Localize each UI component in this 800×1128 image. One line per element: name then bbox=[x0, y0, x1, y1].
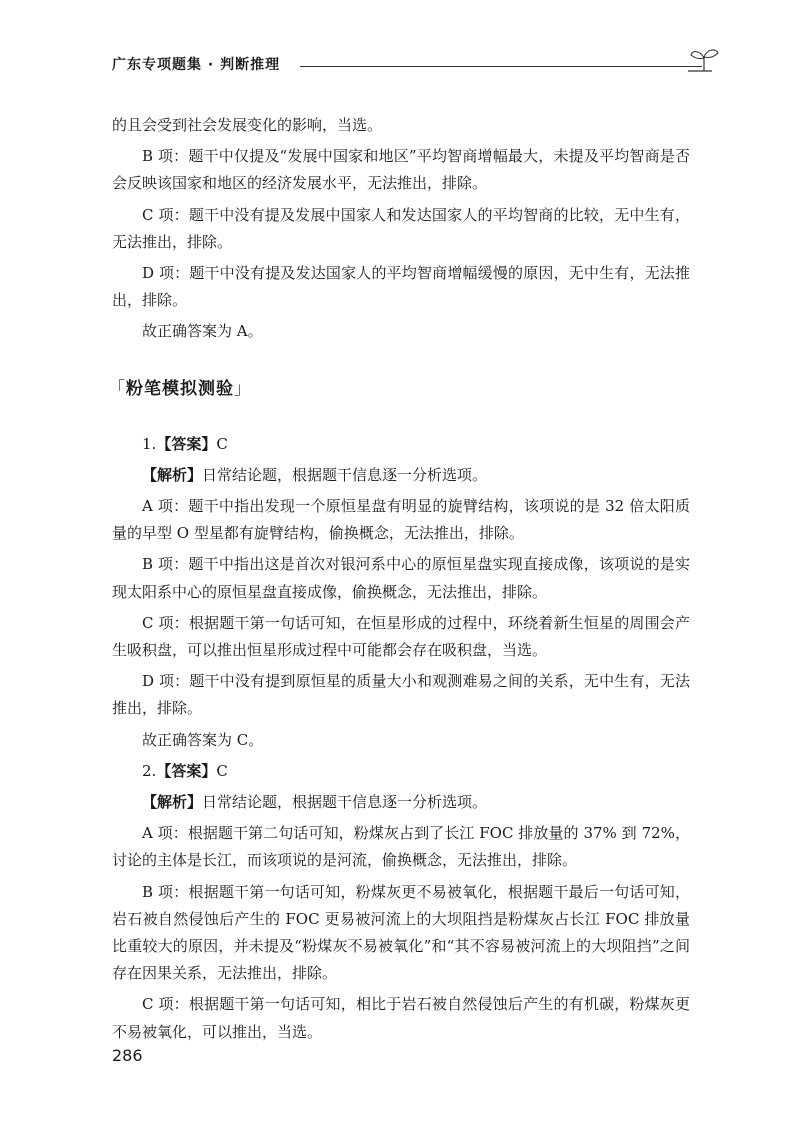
header-title: 广东专项题集 · 判断推理 bbox=[112, 57, 281, 73]
question-number: 1. bbox=[142, 434, 157, 453]
answer-conclusion: 故正确答案为 A。 bbox=[142, 322, 263, 341]
answer-value: C bbox=[216, 761, 228, 780]
section-title-text: 粉笔模拟测验 bbox=[126, 378, 234, 399]
answer-conclusion: 故正确答案为 C。 bbox=[142, 730, 264, 749]
option-c-analysis: C 项：题干中没有提及发展中国家人和发达国家人的平均智商的比较，无中生有，无法推出，排除。 bbox=[112, 205, 690, 251]
option-b-analysis: B 项：题干中指出这是首次对银河系中心的原恒星盘实现直接成像，该项说的是实现太阳系中心的原恒星盘直接成像，偷换概念，无法推出，排除。 bbox=[112, 555, 690, 601]
section-title bbox=[108, 374, 690, 399]
option-d-analysis: D 项：题干中没有提到原恒星的质量大小和观测难易之间的关系，无中生有，无法推出，排除。 bbox=[112, 672, 690, 718]
question-1-analysis bbox=[112, 462, 690, 489]
question-number: 2. bbox=[142, 761, 157, 780]
sprout-icon bbox=[686, 46, 722, 74]
option-c-analysis: C 项：根据题干第一句话可知，在恒星形成的过程中，环绕着新生恒星的周围会产生吸积盘，可以推出恒星形成过程中可能都会存在吸积盘，当选。 bbox=[112, 613, 690, 660]
page-number: 286 bbox=[112, 1046, 143, 1065]
analysis-tag: 【解析】 bbox=[142, 465, 203, 484]
answer-value: C bbox=[216, 434, 228, 453]
question-2-analysis bbox=[112, 789, 690, 816]
answer-tag: 【答案】 bbox=[156, 434, 217, 453]
option-b-analysis: B 项：根据题干第一句话可知，粉煤灰更不易被氧化，根据题干最后一句话可知，岩石被自然侵蚀后产生的 FOC 更易被河流上的大坝阻挡是粉煤灰占长江 FOC 排放量比重较大的原因，并未提及“粉煤灰不易被氧化”和“其不容易被河流上的大坝阻挡”之间存在因果关系，无法推出，排除。 bbox=[112, 882, 690, 983]
page-body bbox=[108, 112, 690, 1046]
section-title-close-bracket: 」 bbox=[234, 378, 252, 399]
analysis-text: 日常结论题，根据题干信息逐一分析选项。 bbox=[202, 793, 488, 812]
question-1-answer bbox=[112, 431, 690, 458]
analysis-text: 日常结论题，根据题干信息逐一分析选项。 bbox=[202, 465, 488, 484]
question-2-answer bbox=[112, 758, 690, 785]
option-a-analysis: A 项：根据题干第二句话可知，粉煤灰占到了长江 FOC 排放量的 37% 到 72%，讨论的主体是长江，而该项说的是河流，偷换概念，无法推出，排除。 bbox=[112, 824, 690, 870]
section-title-open-bracket: 「 bbox=[108, 378, 126, 399]
option-a-analysis: A 项：题干中指出发现一个原恒星盘有明显的旋臂结构，该项说的是 32 倍太阳质量的早型 O 型星都有旋臂结构，偷换概念，无法推出，排除。 bbox=[112, 497, 690, 543]
page-header bbox=[112, 46, 722, 80]
option-d-analysis: D 项：题干中没有提及发达国家人的平均智商增幅缓慢的原因，无中生有，无法推出，排除。 bbox=[112, 264, 690, 310]
option-b-analysis: B 项：题干中仅提及“发展中国家和地区”平均智商增幅最大，未提及平均智商是否会反映该国家和地区的经济发展水平，无法推出，排除。 bbox=[112, 147, 690, 193]
paragraph: 的且会受到社会发展变化的影响，当选。 bbox=[112, 116, 383, 134]
option-c-analysis: C 项：根据题干第一句话可知，相比于岩石被自然侵蚀后产生的有机碳，粉煤灰更不易被氧化，可以推出，当选。 bbox=[112, 995, 690, 1041]
analysis-tag: 【解析】 bbox=[142, 793, 203, 812]
header-rule bbox=[300, 66, 702, 67]
answer-tag: 【答案】 bbox=[156, 761, 217, 780]
